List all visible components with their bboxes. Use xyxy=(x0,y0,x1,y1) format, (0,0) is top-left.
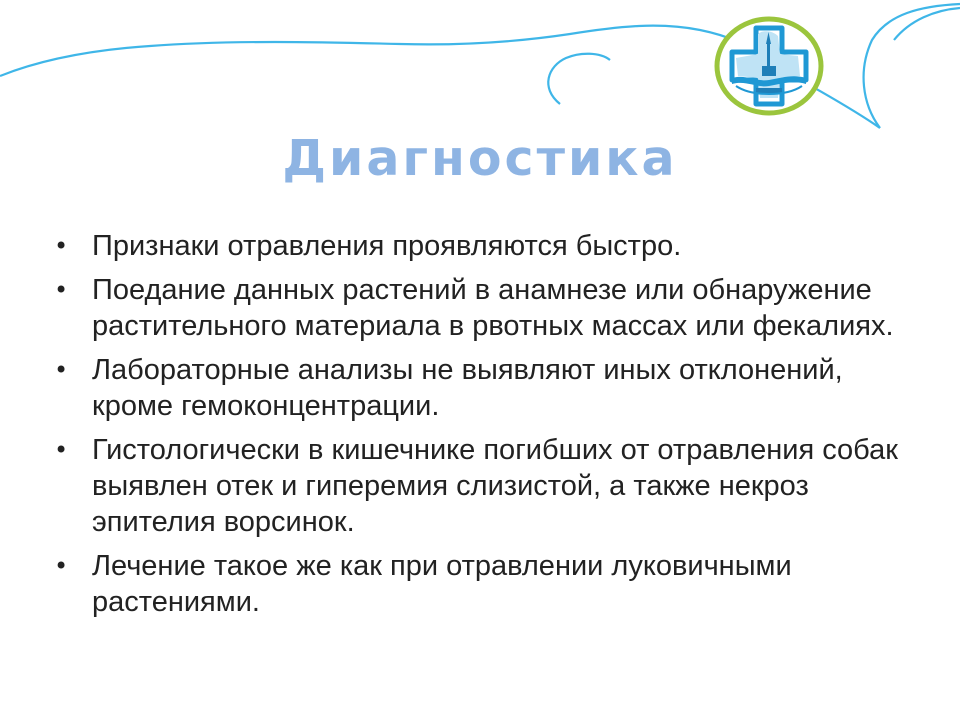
bullet-text: Лечение такое же как при отравлении луковичными растениями. xyxy=(92,550,792,618)
bullet-text: Поедание данных растений в анамнезе или обнаружение растительного материала в рвотных массах или фекалиях. xyxy=(92,274,894,342)
bullet-marker: • xyxy=(54,232,69,260)
bullet-item xyxy=(48,352,928,424)
bullet-marker: • xyxy=(54,436,69,464)
slide-title: Диагностика xyxy=(282,130,678,187)
bullet-item xyxy=(48,548,928,620)
bullet-marker: • xyxy=(54,276,69,304)
bullet-item xyxy=(48,272,928,344)
bullet-item xyxy=(48,432,928,540)
bullet-text: Лабораторные анализы не выявляют иных отклонений, кроме гемоконцентрации. xyxy=(92,354,843,422)
bullet-item xyxy=(48,228,928,264)
bullet-marker: • xyxy=(54,356,69,384)
bullet-marker: • xyxy=(54,552,69,580)
bullet-text: Признаки отравления проявляются быстро. xyxy=(92,230,682,262)
bullet-text: Гистологически в кишечнике погибших от отравления собак выявлен отек и гиперемия слизистой, а также некроз эпителия ворсинок. xyxy=(92,434,898,538)
medical-cross-logo-icon xyxy=(712,14,826,118)
bullet-list xyxy=(48,228,928,628)
